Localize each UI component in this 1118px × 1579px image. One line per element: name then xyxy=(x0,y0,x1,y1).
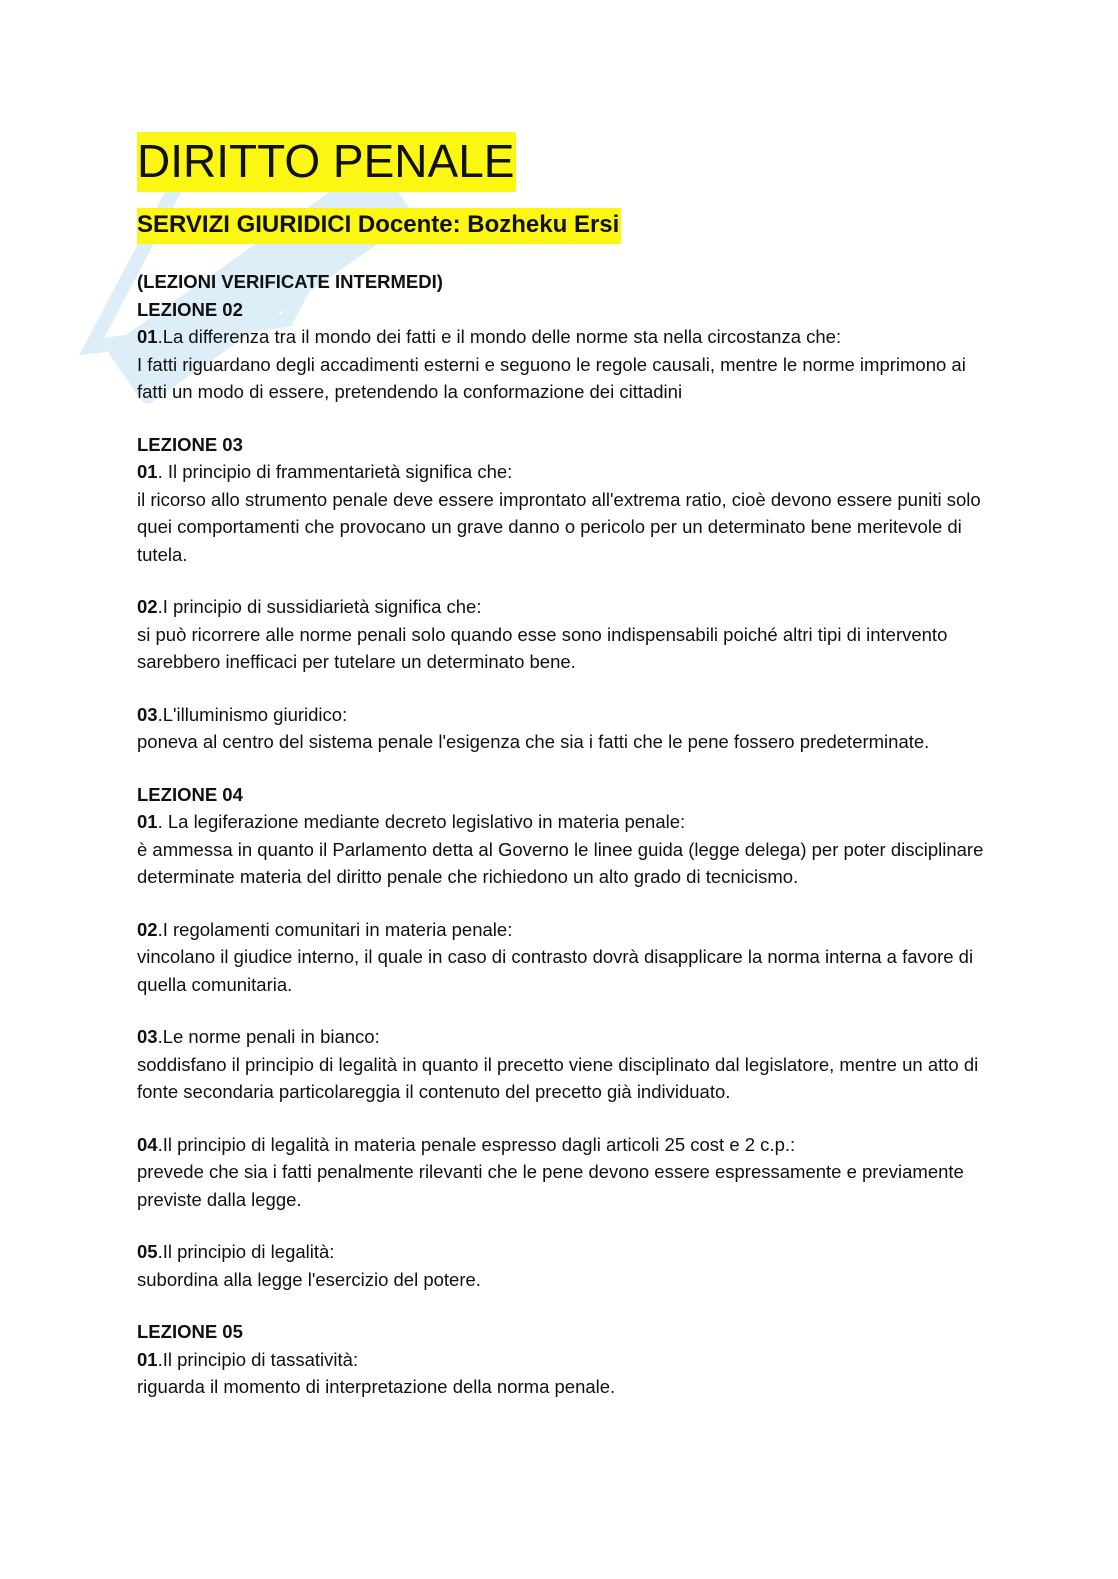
lesson-heading: LEZIONE 04 xyxy=(137,783,243,805)
question-text xyxy=(137,1346,997,1374)
question-prompt: .I regolamenti comunitari in materia penale: xyxy=(157,918,513,940)
question-number: 05 xyxy=(137,1241,158,1262)
question-item xyxy=(137,323,997,406)
question-text xyxy=(137,323,997,351)
question-item xyxy=(137,916,997,999)
question-item xyxy=(137,1346,997,1401)
question-item xyxy=(137,808,997,891)
answer-text: si può ricorrere alle norme penali solo quando esse sono indispensabili poiché altri tipi di intervento sarebbero inefficaci per tutelare un determinato bene. xyxy=(137,623,948,672)
lesson-section xyxy=(137,781,997,1294)
question-prompt: .Il principio di legalità in materia penale espresso dagli articoli 25 cost e 2 c.p.: xyxy=(157,1133,796,1155)
question-number: 03 xyxy=(137,703,158,725)
document-note: (LEZIONI VERIFICATE INTERMEDI) xyxy=(137,271,443,292)
question-number: 04 xyxy=(137,1133,158,1155)
question-text xyxy=(137,701,997,729)
question-number: 02 xyxy=(137,596,158,617)
question-number: 01 xyxy=(137,811,158,832)
question-prompt: .I principio di sussidiarietà significa che: xyxy=(157,596,482,617)
question-number: 01 xyxy=(137,326,158,347)
question-item xyxy=(137,593,997,676)
question-prompt: . La legiferazione mediante decreto legislativo in materia penale: xyxy=(157,811,686,832)
answer-text: riguarda il momento di interpretazione della norma penale. xyxy=(137,1376,616,1397)
lesson-heading: LEZIONE 05 xyxy=(137,1321,243,1342)
question-prompt: .La differenza tra il mondo dei fatti e il mondo delle norme sta nella circostanza che: xyxy=(157,326,842,347)
question-number: 01 xyxy=(137,461,158,482)
answer-text: soddisfano il principio di legalità in quanto il precetto viene disciplinato dal legislatore, mentre un atto di fonte secondaria particolareggia il contenuto del precetto già individuato. xyxy=(137,1053,979,1102)
lesson-section xyxy=(137,431,997,756)
answer-text: prevede che sia i fatti penalmente rilevanti che le pene devono essere espressamente e previamente previste dalla legge. xyxy=(137,1161,964,1210)
question-item xyxy=(137,1023,997,1106)
question-number: 01 xyxy=(137,1348,158,1370)
answer-text: subordina alla legge l'esercizio del potere. xyxy=(137,1268,481,1290)
document-content xyxy=(137,268,997,1401)
question-prompt: .Le norme penali in bianco: xyxy=(157,1026,380,1047)
question-text xyxy=(137,1131,997,1159)
question-item xyxy=(137,701,997,756)
question-text xyxy=(137,458,997,486)
question-item xyxy=(137,458,997,568)
lesson-section xyxy=(137,1318,997,1401)
lesson-heading: LEZIONE 02 xyxy=(137,298,243,320)
question-text xyxy=(137,1238,997,1266)
question-text xyxy=(137,916,997,944)
question-text xyxy=(137,593,997,621)
question-item xyxy=(137,1238,997,1293)
document-page xyxy=(137,132,997,1401)
question-prompt: .L'illuminismo giuridico: xyxy=(157,703,348,725)
lesson-heading: LEZIONE 03 xyxy=(137,433,243,455)
question-number: 02 xyxy=(137,918,158,940)
answer-text: è ammessa in quanto il Parlamento detta al Governo le linee guida (legge delega) per poter disciplinare determinate materia del diritto penale che richiedono un alto grado di tecnicismo. xyxy=(137,838,984,887)
answer-text: poneva al centro del sistema penale l'esigenza che sia i fatti che le pene fossero predeterminate. xyxy=(137,731,930,752)
question-item xyxy=(137,1131,997,1214)
lessons-list xyxy=(137,296,997,1401)
answer-text: il ricorso allo strumento penale deve essere improntato all'extrema ratio, cioè devono essere puniti solo quei comportamenti che provocano un grave danno o pericolo per un determinato bene meritevole di tutela. xyxy=(137,488,981,565)
question-text xyxy=(137,1023,997,1051)
question-prompt: . Il principio di frammentarietà significa che: xyxy=(157,461,513,482)
question-prompt: .Il principio di legalità: xyxy=(157,1241,335,1262)
document-title: DIRITTO PENALE xyxy=(137,132,516,192)
answer-text: I fatti riguardano degli accadimenti esterni e seguono le regole causali, mentre le norme imprimono ai fatti un modo di essere, pretendendo la conformazione dei cittadini xyxy=(137,353,966,402)
lesson-section xyxy=(137,296,997,406)
question-text xyxy=(137,808,997,836)
question-number: 03 xyxy=(137,1026,158,1047)
question-prompt: .Il principio di tassatività: xyxy=(157,1348,359,1370)
document-subtitle: SERVIZI GIURIDICI Docente: Bozheku Ersi xyxy=(137,208,621,244)
answer-text: vincolano il giudice interno, il quale in caso di contrasto dovrà disapplicare la norma interna a favore di quella comunitaria. xyxy=(137,946,974,995)
